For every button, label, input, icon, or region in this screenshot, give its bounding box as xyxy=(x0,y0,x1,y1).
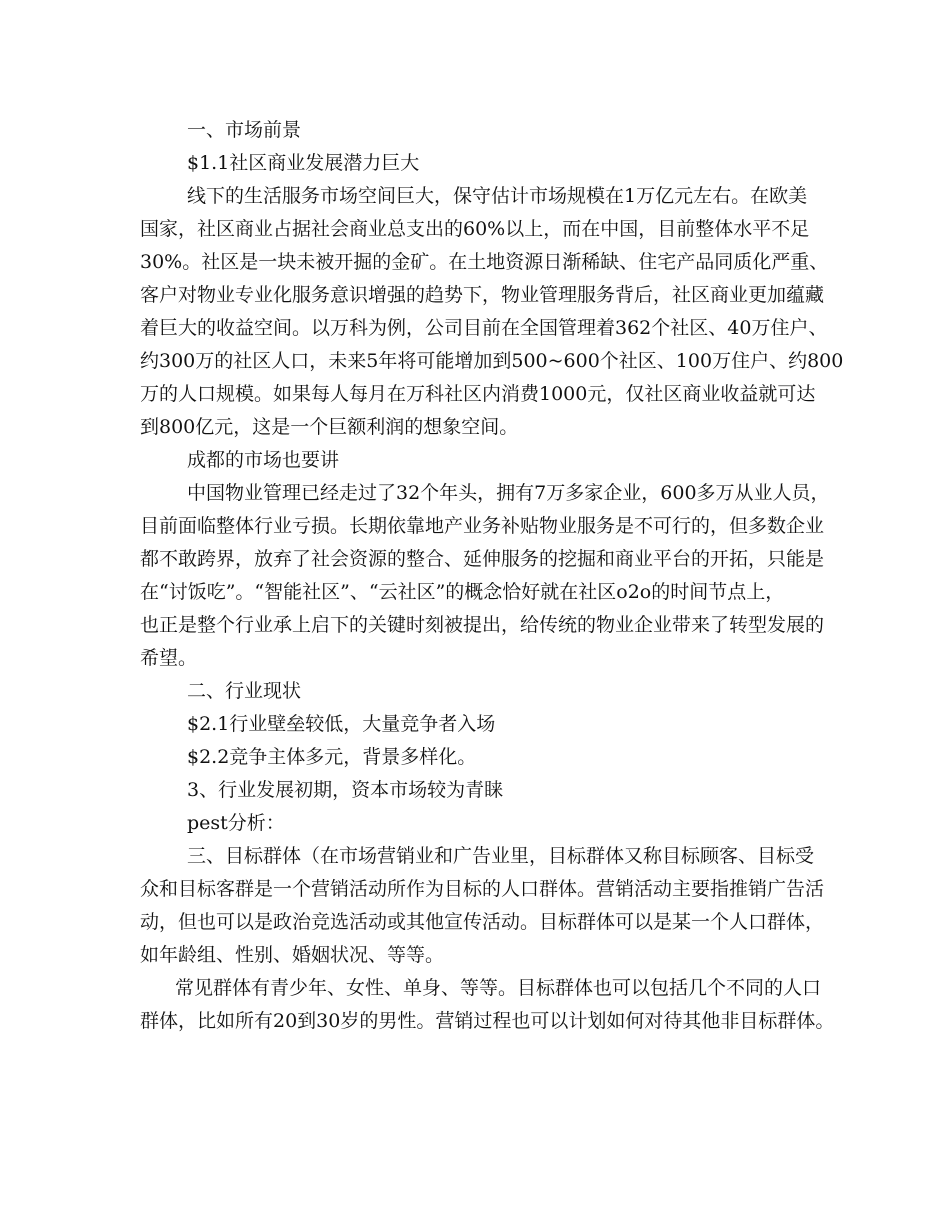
paragraph-line: 线下的生活服务市场空间巨大，保守估计市场规模在1万亿元左右。在欧美 xyxy=(187,185,808,207)
subheading-community-commerce: $1.1社区商业发展潜力巨大 xyxy=(187,152,420,174)
paragraph-line: 万的人口规模。如果每人每月在万科社区内消费1000元，仅社区商业收益就可达 xyxy=(140,383,816,405)
paragraph-line: 都不敢跨界，放弃了社会资源的整合、延伸服务的挖掘和商业平台的开拓，只能是 xyxy=(140,548,825,570)
pest-analysis-label: pest分析： xyxy=(187,812,285,834)
heading-industry-status: 二、行业现状 xyxy=(187,680,302,702)
paragraph-line: 目前面临整体行业亏损。长期依靠地产业务补贴物业服务是不可行的，但多数企业 xyxy=(140,515,825,537)
paragraph-line: 客户对物业专业化服务意识增强的趋势下，物业管理服务背后，社区商业更加蕴藏 xyxy=(140,284,825,306)
paragraph-line: 动，但也可以是政治竞选活动或其他宣传活动。目标群体可以是某一个人口群体， xyxy=(140,911,825,933)
paragraph-line: 中国物业管理已经走过了32个年头，拥有7万多家企业，600多万从业人员， xyxy=(187,482,830,504)
paragraph-line: 也正是整个行业承上启下的关键时刻被提出，给传统的物业企业带来了转型发展的 xyxy=(140,614,825,636)
subheading-chengdu-market: 成都的市场也要讲 xyxy=(187,449,340,471)
paragraph-line: 常见群体有青少年、女性、单身、等等。目标群体也可以包括几个不同的人口 xyxy=(175,977,822,999)
paragraph-line: 国家，社区商业占据社会商业总支出的60%以上，而在中国，目前整体水平不足 xyxy=(140,218,810,240)
paragraph-line: 到800亿元，这是一个巨额利润的想象空间。 xyxy=(140,416,519,438)
paragraph-line: 如年龄组、性别、婚姻状况、等等。 xyxy=(140,944,445,966)
subheading-diverse-competitors: $2.2竞争主体多元，背景多样化。 xyxy=(187,746,477,768)
paragraph-line: 着巨大的收益空间。以万科为例，公司目前在全国管理着362个社区、40万住户、 xyxy=(140,317,828,339)
paragraph-line: 在“讨饭吃”。“智能社区”、“云社区”的概念恰好就在社区o2o的时间节点上， xyxy=(140,581,785,603)
heading-market-outlook: 一、市场前景 xyxy=(187,119,302,141)
paragraph-line: 30%。社区是一块未被开掘的金矿。在土地资源日渐稀缺、住宅产品同质化严重、 xyxy=(140,251,829,273)
paragraph-line: 群体，比如所有20到30岁的男性。营销过程也可以计划如何对待其他非目标群体。 xyxy=(140,1010,835,1032)
paragraph-line: 希望。 xyxy=(140,647,198,669)
subheading-low-barriers: $2.1行业壁垒较低，大量竞争者入场 xyxy=(187,713,496,735)
paragraph-line: 约300万的社区人口，未来5年将可能增加到500~600个社区、100万住户、约800 xyxy=(140,350,844,372)
subheading-capital-market: 3、行业发展初期，资本市场较为青睐 xyxy=(187,779,504,801)
paragraph-line: 众和目标客群是一个营销活动所作为目标的人口群体。营销活动主要指推销广告活 xyxy=(140,878,825,900)
heading-target-group: 三、目标群体（在市场营销业和广告业里，目标群体又称目标顾客、目标受 xyxy=(187,845,815,867)
